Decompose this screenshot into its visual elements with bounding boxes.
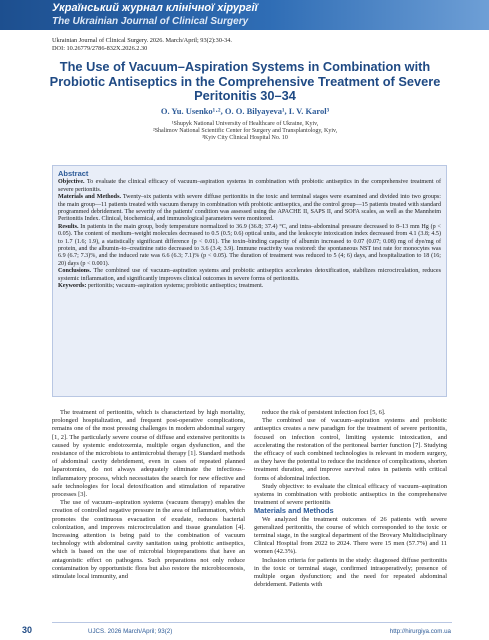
- footer-url-link[interactable]: http://hirurgiya.com.ua: [389, 628, 451, 635]
- body-paragraph: reduce the risk of persistent infection foci [5, 6].: [262, 409, 386, 416]
- methods-text: Twenty–six patients with severe diffuse peritonitis in the toxic and terminal stages were examined and divided into two groups: the main group—11 patients treated with vacuum therapy in combination with probiotic antiseptics, and the control group—15 patients treated with standard programmed debridement. The severity of the patients' condition was assessed using the APACHE II, SAPS II, and SOFA scales, as well as the Mannheim Peritonitis Index. Clinical, biochemical, and immunological parameters were monitored.: [58, 194, 441, 223]
- body-column-left: [52, 409, 245, 581]
- journal-header-band: [0, 0, 489, 30]
- affiliation-1: ¹Shupyk National University of Healthcare of Ukraine, Kyiv,: [171, 121, 319, 127]
- results-label: Results.: [58, 223, 79, 230]
- keywords-text: peritonitis; vacuum–aspiration systems; probiotic antiseptics; treatment.: [86, 283, 264, 290]
- body-paragraph: Inclusion criteria for patients in the study: diagnosed diffuse peritonitis in the toxic or terminal stage, confirmed intraoperatively; presence of multiple organ dysfunction; and the need for repeated abdominal debridement. Patients with: [254, 556, 447, 589]
- article-authors: O. Yu. Usenko¹·², O. O. Bilyayeva¹, I. V. Karol³: [160, 106, 330, 116]
- citation-line: Ukrainian Journal of Clinical Surgery. 2026. March/April; 93(2):30-34.: [52, 37, 232, 44]
- page-footer: [0, 620, 489, 640]
- body-paragraph: Study objective: to evaluate the clinical efficacy of vacuum–aspiration systems in combination with probiotic antiseptics in the comprehensive treatment of severe peritonitis: [254, 482, 447, 507]
- abstract-methods: [58, 194, 441, 224]
- objective-label: Objective.: [58, 179, 85, 186]
- body-paragraph: The treatment of peritonitis, which is characterized by high mortality, prolonged hospitalization, and frequent post-operative complications, remains one of the most pressing challenges in modern abdominal surgery [1, 2]. The particularly severe course of diffuse and extensive peritonitis is caused by systemic endotoxemia, multiple organ dysfunction, and the resistance of the microbiota to antimicrobial therapy [1]. Standard methods of abdominal cavity debridement, even in cases of repeated planned laparotomies, do not always adequately eliminate the infectious–inflammatory process, which necessitates the search for new effective and safe technologies for local detoxification and stimulation of reparative processes [3].: [52, 409, 245, 499]
- body-paragraph: The combined use of vacuum–aspiration systems and probiotic antiseptics creates a new paradigm for the treatment of severe peritonitis, focused on infection control, limiting systemic intoxication, and accelerating the restoration of the peritoneal barrier function [7]. Studying the efficacy of such combined technologies is relevant in modern surgery, as they have the potential to reduce the incidence of complications, shorten treatment duration, and improve survival rates in patients with critical forms of abdominal infection.: [254, 417, 447, 482]
- abstract-conclusions: [58, 268, 441, 283]
- page-number: 30: [22, 625, 33, 635]
- abstract-heading: Abstract: [58, 169, 89, 178]
- journal-title-ua: Український журнал клінічної хірургії: [52, 2, 258, 14]
- affiliation-2: ²Shalimov National Scientific Center for Surgery and Transplantology, Kyiv,: [152, 128, 338, 134]
- doi-line: DOI: 10.26779/2786-832X.2026.2.30: [52, 45, 148, 52]
- body-paragraph: The use of vacuum–aspiration systems (vacuum therapy) enables the creation of controlled negative pressure in the area of inflammation, which promotes the continuous evacuation of exudate, reduces bacterial colonization, and improves microcirculation and tissue granulation [4]. Increasing attention is being paid to the combination of vacuum technology with abdominal cavity sanitation using probiotic antiseptics, which is based on the use of microbial biopreparations that have an antagonistic effect on pathogens. Such preparations not only reduce contamination by opportunistic flora but also restore the microbiocenosis, stimulate local immunity, and: [52, 499, 245, 581]
- conclusions-label: Conclusions.: [58, 268, 92, 275]
- footer-journal: UJCS. 2026 March/April; 93(2): [88, 628, 173, 635]
- conclusions-text: The combined use of vacuum–aspiration systems and probiotic antiseptics accelerates detoxification, stabilizes microcirculation, reduces systemic inflammation, and significantly improves clinical outcomes in severe forms of peritonitis.: [58, 268, 441, 282]
- methods-label: Materials and Methods.: [58, 194, 121, 201]
- article-title: The Use of Vacuum–Aspiration Systems in Combination with Probiotic Antiseptics in the Comprehensive Treatment of Severe Peritonitis 30–34: [49, 59, 441, 103]
- abstract-objective: [58, 179, 441, 194]
- results-text: In patients in the main group, body temperature normalized to 36.9 (36.8; 37.4) °C, and intra–abdominal pressure decreased to 8–13 mm Hg (p < 0.05). The content of medium–weight molecules decreased to 0.5 (0.5; 0.6) optical units, and the leukocyte intoxication index decreased from 4.1 (3.8; 4.5) to 1.7 (1.6; 1.9), a statistically significant difference (p < 0.01). The toxin–binding capacity of albumin increased to 0.07 (0.07; 0.08) mg of dye/mg of protein, and the albumin–to–creatinine ratio decreased to 3.6 (3.4; 3.9). Immune reactivity was restored: the spontaneous NST test rate for monocytes was 6.9 (6.7; 7.3)%, and the induced rate was 6.6 (6.3; 7.1)% (p < 0.05). The duration of treatment was reduced to 5 (4; 6) days, and hospitalization to 18 (16; 20) days (p < 0.001).: [58, 223, 441, 267]
- objective-text: To evaluate the clinical efficacy of vacuum–aspiration systems in combination with probiotic antiseptics in the comprehensive treatment of severe peritonitis.: [58, 179, 441, 193]
- keywords-label: Keywords:: [58, 283, 87, 290]
- affiliation-3: ³Kyiv City Clinical Hospital No. 10: [202, 135, 288, 141]
- body-column-right: [254, 409, 447, 589]
- body-paragraph: We analyzed the treatment outcomes of 26 patients with severe generalized peritonitis, the course of which corresponded to the toxic or terminal stage, in the surgical department of the Brovary Multidisciplinary Clinical Hospital from 2022 to 2024. There were 15 men (57.7%) and 11 women (42.3%).: [254, 515, 447, 556]
- section-heading-methods: Materials and Methods: [254, 506, 334, 516]
- citation-block: [52, 37, 452, 53]
- journal-title-en: The Ukrainian Journal of Clinical Surgery: [52, 16, 249, 27]
- footer-divider: [52, 622, 452, 623]
- abstract-results: [58, 224, 441, 268]
- abstract-box: [52, 165, 447, 397]
- abstract-keywords: [58, 283, 441, 290]
